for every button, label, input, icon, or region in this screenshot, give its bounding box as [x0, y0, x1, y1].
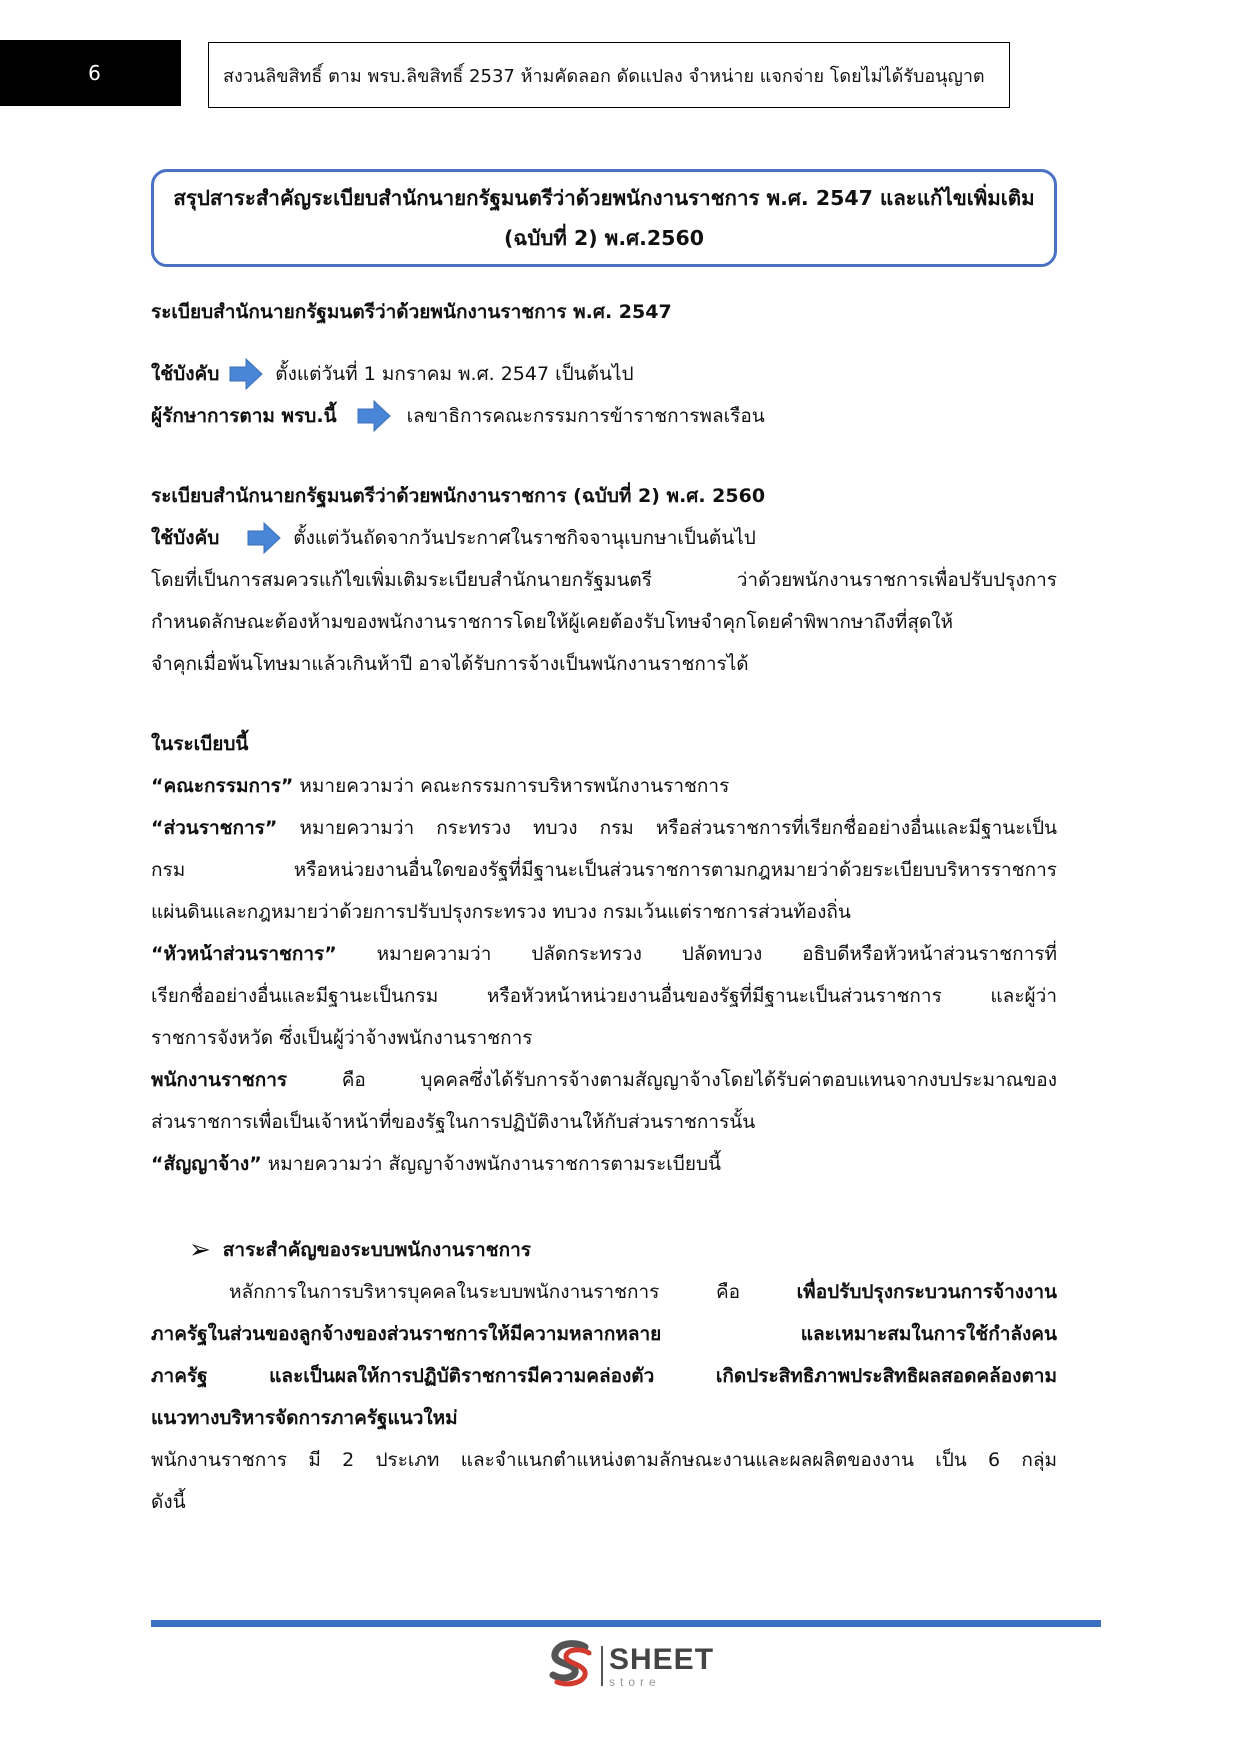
section2-enforce-row	[151, 517, 1057, 559]
definition-head-cont: ราชการจังหวัด ซึ่งเป็นผู้ว่าจ้างพนักงานราชการ	[151, 1027, 533, 1049]
essence-heading-row	[151, 1229, 1057, 1271]
copyright-notice	[208, 42, 1010, 108]
section2-line: จำคุกเมื่อพ้นโทษมาแล้วเกินห้าปี อาจได้รับการจ้างเป็นพนักงานราชการได้	[151, 653, 749, 675]
employee-types-line: พนักงานราชการ มี 2 ประเภท และจำแนกตำแหน่งตามลักษณะงานและผลผลิตของงาน เป็น 6 กลุ่ม	[151, 1449, 1057, 1471]
definition-agency: “ส่วนราชการ” หมายความว่า กระทรวง ทบวง กรม หรือส่วนราชการที่เรียกชื่ออย่างอื่นและมีฐานะเป็น	[151, 817, 1057, 839]
essence-paragraph-cont: แนวทางบริหารจัดการภาครัฐแนวใหม่	[151, 1407, 458, 1429]
section2-line: กำหนดลักษณะต้องห้ามของพนักงานราชการโดยให้ผู้เคยต้องรับโทษจำคุกโดยคำพิพากษาถึงที่สุดให้	[151, 611, 954, 633]
enforce-label: ใช้บังคับ	[151, 527, 220, 549]
logo-word: SHEET	[609, 1642, 715, 1676]
definition-agency-cont: แผ่นดินและกฎหมายว่าด้วยการปรับปรุงกระทรวง ทบวง กรมเว้นแต่ราชการส่วนท้องถิ่น	[151, 901, 851, 923]
right-arrow-icon	[229, 358, 263, 390]
right-arrow-icon	[357, 400, 391, 432]
footer-divider	[151, 1620, 1101, 1627]
section2-heading: ระเบียบสำนักนายกรัฐมนตรีว่าด้วยพนักงานราชการ (ฉบับที่ 2) พ.ศ. 2560	[151, 485, 766, 507]
document-title-box	[151, 169, 1057, 267]
sheet-store-logo	[545, 1641, 725, 1691]
sheet-store-s-icon	[545, 1639, 597, 1693]
page-number: 6	[88, 61, 101, 85]
enforce-label: ใช้บังคับ	[151, 363, 220, 385]
enforce-value: ตั้งแต่วันถัดจากวันประกาศในราชกิจจานุเบกษาเป็นต้นไป	[293, 527, 756, 549]
keeper-value: เลขาธิการคณะกรรมการข้าราชการพลเรือน	[406, 405, 765, 427]
logo-wordmark	[609, 1642, 715, 1689]
definition-employee-cont: ส่วนราชการเพื่อเป็นเจ้าหน้าที่ของรัฐในการปฏิบัติงานให้กับส่วนราชการนั้น	[151, 1111, 756, 1133]
definitions-heading: ในระเบียบนี้	[151, 733, 249, 755]
logo-subword: store	[609, 1674, 661, 1689]
essence-paragraph-cont: ภาครัฐในส่วนของลูกจ้างของส่วนราชการให้มีความหลากหลาย และเหมาะสมในการใช้กำลังคน	[151, 1323, 1057, 1345]
definition-contract: “สัญญาจ้าง” หมายความว่า สัญญาจ้างพนักงานราชการตามระเบียบนี้	[151, 1153, 722, 1175]
enforce-value: ตั้งแต่วันที่ 1 มกราคม พ.ศ. 2547 เป็นต้นไป	[275, 363, 634, 385]
section2-line: โดยที่เป็นการสมควรแก้ไขเพิ่มเติมระเบียบสำนักนายกรัฐมนตรี ว่าด้วยพนักงานราชการเพื่อปรับปรุงการ	[151, 569, 1057, 591]
copyright-text: สงวนลิขสิทธิ์ ตาม พรบ.ลิขสิทธิ์ 2537 ห้ามคัดลอก ดัดแปลง จำหน่าย แจกจ่าย โดยไม่ได้รับอนุญาต	[223, 65, 985, 87]
essence-heading: สาระสำคัญของระบบพนักงานราชการ	[222, 1239, 531, 1261]
section1-keeper-row	[151, 395, 1057, 437]
title-line-2: (ฉบับที่ 2) พ.ศ.2560	[504, 226, 704, 250]
section1-heading: ระเบียบสำนักนายกรัฐมนตรีว่าด้วยพนักงานราชการ พ.ศ. 2547	[151, 301, 672, 323]
document-body	[151, 291, 1057, 1523]
definition-employee: พนักงานราชการ คือ บุคคลซึ่งได้รับการจ้างตามสัญญาจ้างโดยได้รับค่าตอบแทนจากงบประมาณของ	[151, 1069, 1057, 1091]
bullet-arrow-icon: ➢	[189, 1235, 211, 1265]
definition-head: “หัวหน้าส่วนราชการ” หมายความว่า ปลัดกระทรวง ปลัดทบวง อธิบดีหรือหัวหน้าส่วนราชการที่	[151, 943, 1057, 965]
definition-head-cont: เรียกชื่ออย่างอื่นและมีฐานะเป็นกรม หรือหัวหน้าหน่วยงานอื่นของรัฐที่มีฐานะเป็นส่วนราชการ และผู้ว่า	[151, 985, 1057, 1007]
definition-committee: “คณะกรรมการ” หมายความว่า คณะกรรมการบริหารพนักงานราชการ	[151, 775, 730, 797]
employee-types-line: ดังนี้	[151, 1491, 186, 1513]
right-arrow-icon	[247, 522, 281, 554]
logo-separator	[601, 1646, 603, 1686]
definition-agency-cont: กรม หรือหน่วยงานอื่นใดของรัฐที่มีฐานะเป็นส่วนราชการตามกฎหมายว่าด้วยระเบียบบริหารราชการ	[151, 859, 1057, 881]
section1-enforce-row	[151, 353, 1057, 395]
page-number-tab	[0, 40, 181, 106]
keeper-label: ผู้รักษาการตาม พรบ.นี้	[151, 405, 337, 427]
essence-paragraph: หลักการในการบริหารบุคคลในระบบพนักงานราชการ คือ เพื่อปรับปรุงกระบวนการจ้างงาน	[229, 1281, 1057, 1303]
title-line-1: สรุปสาระสำคัญระเบียบสำนักนายกรัฐมนตรีว่าด้วยพนักงานราชการ พ.ศ. 2547 และแก้ไขเพิ่มเติม	[173, 186, 1035, 210]
essence-paragraph-cont: ภาครัฐ และเป็นผลให้การปฏิบัติราชการมีความคล่องตัว เกิดประสิทธิภาพประสิทธิผลสอดคล้องตาม	[151, 1365, 1057, 1387]
